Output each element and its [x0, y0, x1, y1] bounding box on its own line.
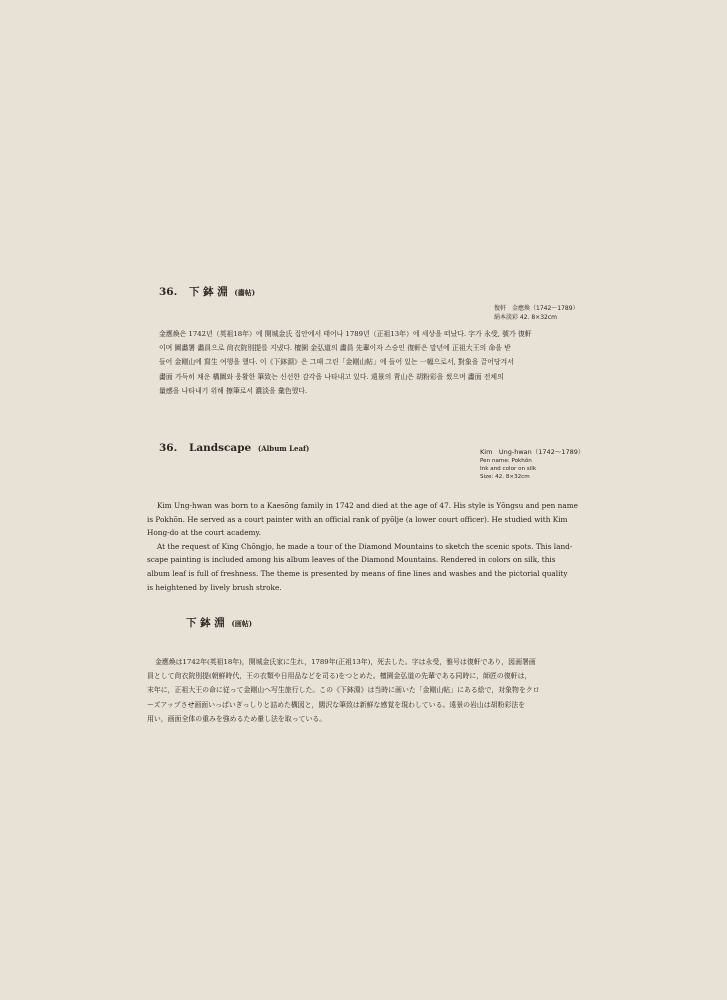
korean-meta-line: 絹本淡彩 42. 8×32cm [494, 314, 557, 321]
korean-heading-title: 下 鉢 淵 [188, 286, 228, 298]
english-paragraph [147, 499, 592, 594]
english-meta-line: Size: 42. 8×32cm [480, 474, 530, 480]
korean-line: 이며 圖畵署 畵員으로 尙衣院別提를 지냈다. 檀園 金弘道의 畵員 先輩이자 스승인 復軒은 말년에 正祖大王의 命을 받 [159, 344, 511, 353]
korean-line: 들어 金剛山에 寫生 여행을 했다. 이《下鉢淵》은 그때 그린「金剛山帖」에 들어 있는 一幅으로서, 對象을 끌어당겨서 [159, 358, 514, 367]
korean-meta [494, 304, 579, 322]
english-meta [480, 448, 584, 481]
korean-line: 金應煥은 1742년（英祖18年）에 開城金氏 집안에서 태어나 1789년（正祖13年）에 세상을 떠났다. 字가 永受, 號가 復軒 [159, 330, 532, 338]
english-heading-number: 36. [159, 442, 178, 454]
english-meta-line: Pen name: Pokhŏn [480, 458, 532, 464]
japanese-line: 用い，画面全体の重みを強めるため暈し法を取っている。 [147, 714, 327, 723]
korean-paragraph [159, 327, 589, 398]
english-line: Hong-do at the court academy. [147, 528, 261, 538]
japanese-heading [186, 615, 252, 630]
japanese-paragraph [147, 655, 587, 726]
japanese-line: 末年に，正祖大王の命に従って金剛山へ写生旅行した。この《下鉢淵》は当時に画いた「金剛山帖」にある絵で，対象物をクロ [147, 686, 540, 695]
korean-heading [159, 284, 255, 299]
korean-line: 量感을 나타내기 위해 擦筆로서 濃淡을 彙色했다. [159, 386, 308, 395]
english-line: At the request of King Chŏngjo, he made a tour of the Diamond Mountains to sketch the scenic spots. This land- [157, 541, 573, 551]
english-heading-title: Landscape [188, 442, 252, 454]
japanese-line: 金應煥は1742年(英祖18年)，開城金氏家に生れ，1789年(正祖13年)，死去した。字は永受，雅号は復軒であり，図画署画 [155, 658, 536, 666]
japanese-heading-title: 下 鉢 淵 [186, 617, 225, 629]
english-line: album leaf is full of freshness. The theme is presented by means of fine lines and washes and the pictorial quality [147, 568, 568, 578]
english-heading [159, 442, 309, 454]
english-meta-line: Kim Ung-hwan（1742～1789） [480, 448, 585, 456]
japanese-line: 員として尙衣院別提(朝鮮時代，王の衣類や日用品などを司る)をつとめた。檀園金弘道の先輩である同時に，師匠の復軒は， [147, 672, 532, 681]
japanese-heading-sub: (画帖) [231, 619, 253, 628]
english-line: Kim Ung-hwan was born to a Kaesŏng family in 1742 and died at the age of 47. His style is Yŏngsu and pen name [157, 501, 578, 510]
english-heading-sub: (Album Leaf) [257, 444, 310, 453]
korean-meta-line: 復軒 金應煥（1742～1789） [494, 305, 579, 312]
english-line: is heightened by lively brush stroke. [147, 582, 282, 592]
english-line: is Pokhŏn. He served as a court painter with an official rank of pyŏlje (a lower court officer). He studied with Kim [147, 514, 568, 524]
japanese-line: ーズアップさせ画面いっぱいぎっしりと詰めた構図と，闊沢な筆致は新鮮な感覚を現わしている。遠景の岩山は胡粉彩法を [147, 700, 526, 709]
english-meta-line: Ink and color on silk [480, 466, 537, 472]
english-line: scape painting is included among his album leaves of the Diamond Mountains. Rendered in colors on silk, this [147, 555, 556, 565]
korean-heading-sub: (畵帖) [234, 288, 256, 297]
korean-line: 畵面 가득히 채운 構圖와 웅활한 筆致는 신선한 감각을 나타내고 있다. 遠景의 靑山은 胡粉彩을 썼으며 畵面 전체의 [159, 372, 504, 381]
korean-heading-number: 36. [159, 286, 178, 298]
